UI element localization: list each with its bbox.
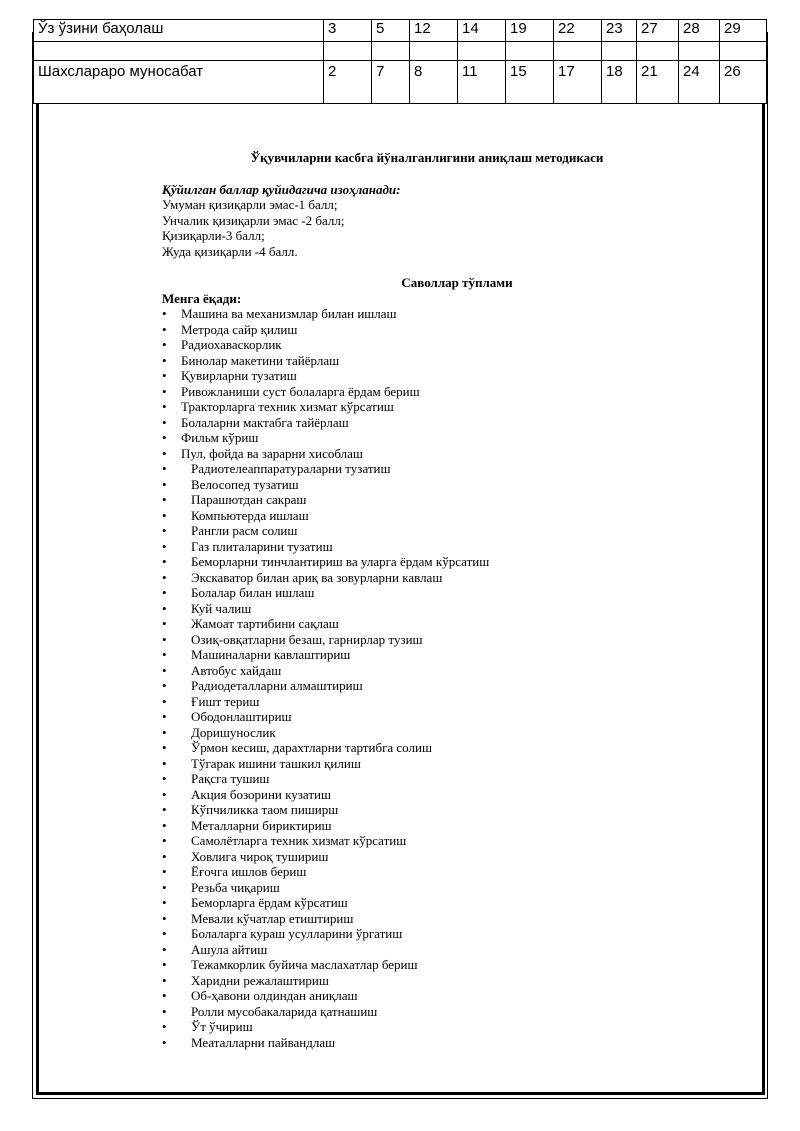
list-item — [162, 616, 722, 632]
empty-cell — [602, 42, 637, 61]
list-item — [162, 694, 722, 710]
bullet-icon: • — [162, 817, 167, 833]
bullet-icon: • — [162, 895, 167, 910]
table-cell: 3 — [324, 20, 372, 42]
bullet-icon: • — [162, 337, 167, 352]
list-item — [162, 415, 722, 431]
list-item — [162, 570, 722, 586]
bullet-icon: • — [162, 1034, 167, 1050]
list-item-text: Рангли расм солиш — [191, 523, 298, 538]
list-item-text: Рақсга тушиш — [191, 771, 270, 786]
questions-list — [162, 306, 722, 1050]
bullet-icon: • — [162, 600, 167, 616]
bullet-icon: • — [162, 848, 167, 864]
table-cell: 19 — [506, 20, 554, 42]
list-item-text: Ховлига чироқ тушириш — [191, 848, 329, 864]
list-item — [162, 477, 722, 493]
list-item-text: Резьба чиқариш — [191, 879, 280, 895]
list-item — [162, 632, 722, 648]
bullet-icon: • — [162, 445, 167, 461]
list-heading: Менга ёқади: — [162, 290, 242, 306]
bullet-icon: • — [162, 383, 167, 399]
list-item-text: Ролли мусобакаларида қатнашиш — [191, 1003, 378, 1019]
list-item — [162, 709, 722, 725]
scoring-heading: Қўйилган баллар қуйидагича изоҳланади: — [162, 181, 401, 197]
bullet-icon: • — [162, 864, 167, 879]
document-title: Ўқувчиларни касбга йўналганлигини аниқлаш методикаси — [250, 150, 604, 165]
bullet-icon: • — [162, 678, 167, 693]
bullet-icon: • — [162, 1019, 167, 1034]
list-item-text: Ривожланиши суст болаларга ёрдам бериш — [181, 383, 420, 399]
list-item — [162, 911, 722, 927]
list-item — [162, 973, 722, 989]
bullet-icon: • — [162, 1003, 167, 1019]
list-item — [162, 678, 722, 694]
table-cell: 7 — [372, 61, 410, 104]
bullet-icon: • — [162, 554, 167, 569]
list-item-text: Ёғочга ишлов бериш — [191, 864, 307, 879]
bullet-icon: • — [162, 507, 167, 523]
table-cell: 18 — [602, 61, 637, 104]
bullet-icon: • — [162, 988, 167, 1003]
list-item — [162, 322, 722, 338]
list-item — [162, 926, 722, 942]
row-label: Шахслараро муносабат — [34, 61, 324, 104]
list-item — [162, 554, 722, 570]
bullet-icon: • — [162, 724, 167, 740]
empty-cell — [372, 42, 410, 61]
empty-cell — [410, 42, 458, 61]
bullet-icon: • — [162, 740, 167, 755]
bullet-icon: • — [162, 879, 167, 895]
list-item-text: Фильм кўриш — [181, 430, 259, 445]
bullet-icon: • — [162, 569, 167, 585]
bullet-icon: • — [162, 321, 167, 337]
list-item-text: Куй чалиш — [191, 600, 252, 616]
scoring-line: Умуман қизиқарли эмас-1 балл; — [162, 197, 338, 212]
list-item-text: Компьютерда ишлаш — [191, 507, 309, 523]
list-item-text: Ўт ўчириш — [191, 1019, 253, 1034]
table-cell: 2 — [324, 61, 372, 104]
bullet-icon: • — [162, 616, 167, 631]
list-item — [162, 849, 722, 865]
list-item-text: Экскаватор билан ариқ ва зовурларни кавлаш — [191, 569, 443, 585]
list-item — [162, 895, 722, 911]
empty-cell — [637, 42, 679, 61]
list-item — [162, 833, 722, 849]
list-item — [162, 461, 722, 477]
bullet-icon: • — [162, 926, 167, 941]
list-item — [162, 647, 722, 663]
bullet-icon: • — [162, 306, 167, 321]
list-item — [162, 384, 722, 400]
list-item-text: Беморларни тинчлантириш ва уларга ёрдам кўрсатиш — [191, 554, 490, 569]
scoring-line: Жуда қизиқарли -4 балл. — [162, 243, 298, 259]
table-cell: 22 — [554, 20, 602, 42]
list-item-text: Тежамкорлик буйича маслахатлар бериш — [191, 957, 418, 972]
list-item — [162, 942, 722, 958]
row-label: Ўз ўзини баҳолаш — [34, 20, 324, 42]
list-item-text: Велосопед тузатиш — [191, 476, 299, 492]
list-item-text: Машина ва механизмлар билан ишлаш — [181, 306, 397, 321]
list-item — [162, 1004, 722, 1020]
list-item — [162, 771, 722, 787]
list-item-text: Акция бозорини кузатиш — [191, 786, 331, 802]
list-item-text: Мевали кўчатлар етиштириш — [191, 910, 354, 926]
list-item-text: Самолётларга техник хизмат кўрсатиш — [191, 833, 407, 848]
list-item — [162, 818, 722, 834]
empty-cell — [720, 42, 767, 61]
list-item — [162, 492, 722, 508]
list-item — [162, 306, 722, 322]
bullet-icon: • — [162, 833, 167, 848]
bullet-icon: • — [162, 941, 167, 957]
list-item-text: Ободонлаштириш — [191, 709, 292, 724]
list-item-text: Радиохаваскорлик — [181, 337, 282, 352]
empty-cell — [458, 42, 506, 61]
list-item-text: Ўрмон кесиш, дарахтларни тартибга солиш — [191, 740, 432, 755]
bullet-icon: • — [162, 709, 167, 724]
section-title: Саволлар тўплами — [401, 275, 513, 290]
table-cell: 11 — [458, 61, 506, 104]
list-item — [162, 725, 722, 741]
scoring-line: Қизиқарли-3 балл; — [162, 228, 265, 243]
list-item-text: Озиқ-овқатларни безаш, гарнирлар тузиш — [191, 631, 423, 647]
bullet-icon: • — [162, 538, 167, 554]
list-item — [162, 585, 722, 601]
bullet-icon: • — [162, 585, 167, 600]
list-item-text: Харидни режалаштириш — [191, 972, 329, 988]
bullet-icon: • — [162, 910, 167, 926]
bullet-icon: • — [162, 399, 167, 414]
list-item-text: Газ плиталарини тузатиш — [191, 538, 333, 554]
list-item-text: Радиотелеаппаратураларни тузатиш — [191, 461, 391, 476]
table-cell: 29 — [720, 20, 767, 42]
list-item-text: Тракторларга техник хизмат кўрсатиш — [181, 399, 394, 414]
list-item — [162, 446, 722, 462]
list-item — [162, 601, 722, 617]
document-body — [162, 150, 722, 1050]
table-cell: 23 — [602, 20, 637, 42]
empty-cell — [34, 42, 324, 61]
bullet-icon: • — [162, 647, 167, 662]
list-item-text: Болалар билан ишлаш — [191, 585, 315, 600]
list-item — [162, 523, 722, 539]
table-cell: 21 — [637, 61, 679, 104]
list-item-text: Қувирларни тузатиш — [181, 368, 297, 383]
list-item-text: Доришунослик — [191, 724, 276, 740]
empty-cell — [324, 42, 372, 61]
list-item-text: Машиналарни кавлаштириш — [191, 647, 351, 662]
list-item-text: Об-ҳавони олдиндан аниқлаш — [191, 988, 358, 1003]
table-cell: 28 — [679, 20, 720, 42]
list-item — [162, 957, 722, 973]
list-item-text: Радиодеталларни алмаштириш — [191, 678, 363, 693]
bullet-icon: • — [162, 631, 167, 647]
bullet-icon: • — [162, 802, 167, 817]
empty-cell — [679, 42, 720, 61]
bullet-icon: • — [162, 693, 167, 709]
list-item — [162, 663, 722, 679]
list-item — [162, 988, 722, 1004]
list-item — [162, 353, 722, 369]
list-item-text: Бинолар макетини тайёрлаш — [181, 352, 340, 368]
bullet-icon: • — [162, 368, 167, 383]
list-item — [162, 368, 722, 384]
bullet-icon: • — [162, 492, 167, 507]
list-item-text: Автобус хайдаш — [191, 662, 282, 678]
bullet-icon: • — [162, 523, 167, 538]
table-cell: 14 — [458, 20, 506, 42]
bullet-icon: • — [162, 771, 167, 786]
table-cell: 5 — [372, 20, 410, 42]
list-item-text: Меаталларни пайвандлаш — [191, 1034, 336, 1050]
table-cell: 24 — [679, 61, 720, 104]
table-row-spacer — [34, 42, 767, 61]
bullet-icon: • — [162, 755, 167, 771]
list-item-text: Металларни бириктириш — [191, 817, 332, 833]
list-item — [162, 756, 722, 772]
score-table — [33, 19, 767, 104]
list-item-text: Ғишт териш — [191, 693, 260, 709]
list-item-text: Тўгарак ишини ташкил қилиш — [191, 755, 361, 771]
table-cell: 17 — [554, 61, 602, 104]
list-item-text: Парашютдан сакраш — [191, 492, 307, 507]
list-item-text: Ашула айтиш — [191, 941, 268, 957]
table-row — [34, 61, 767, 104]
list-item-text: Метрода сайр қилиш — [181, 321, 298, 337]
list-item-text: Болаларни мактабга тайёрлаш — [181, 414, 349, 430]
list-item — [162, 787, 722, 803]
list-item — [162, 399, 722, 415]
bullet-icon: • — [162, 662, 167, 678]
table-row — [34, 20, 767, 42]
table-cell: 8 — [410, 61, 458, 104]
list-item — [162, 1035, 722, 1051]
list-item — [162, 337, 722, 353]
list-item-text: Кўпчиликка таом пиширш — [191, 802, 339, 817]
bullet-icon: • — [162, 972, 167, 988]
list-item-text: Жамоат тартибини сақлаш — [191, 616, 339, 631]
list-item — [162, 880, 722, 896]
table-cell: 12 — [410, 20, 458, 42]
scoring-line: Унчалик қизиқарли эмас -2 балл; — [162, 212, 345, 228]
empty-cell — [554, 42, 602, 61]
bullet-icon: • — [162, 476, 167, 492]
table-cell: 26 — [720, 61, 767, 104]
list-item — [162, 802, 722, 818]
table-cell: 27 — [637, 20, 679, 42]
bullet-icon: • — [162, 957, 167, 972]
bullet-icon: • — [162, 430, 167, 445]
list-item — [162, 508, 722, 524]
bullet-icon: • — [162, 352, 167, 368]
bullet-icon: • — [162, 414, 167, 430]
list-item — [162, 740, 722, 756]
bullet-icon: • — [162, 786, 167, 802]
empty-cell — [506, 42, 554, 61]
list-item-text: Пул, фойда ва зарарни хисоблаш — [181, 445, 363, 461]
list-item-text: Беморларга ёрдам кўрсатиш — [191, 895, 348, 910]
list-item — [162, 864, 722, 880]
list-item-text: Болаларга кураш усулларини ўргатиш — [191, 926, 403, 941]
bullet-icon: • — [162, 461, 167, 476]
list-item — [162, 539, 722, 555]
list-item — [162, 1019, 722, 1035]
table-cell: 15 — [506, 61, 554, 104]
list-item — [162, 430, 722, 446]
